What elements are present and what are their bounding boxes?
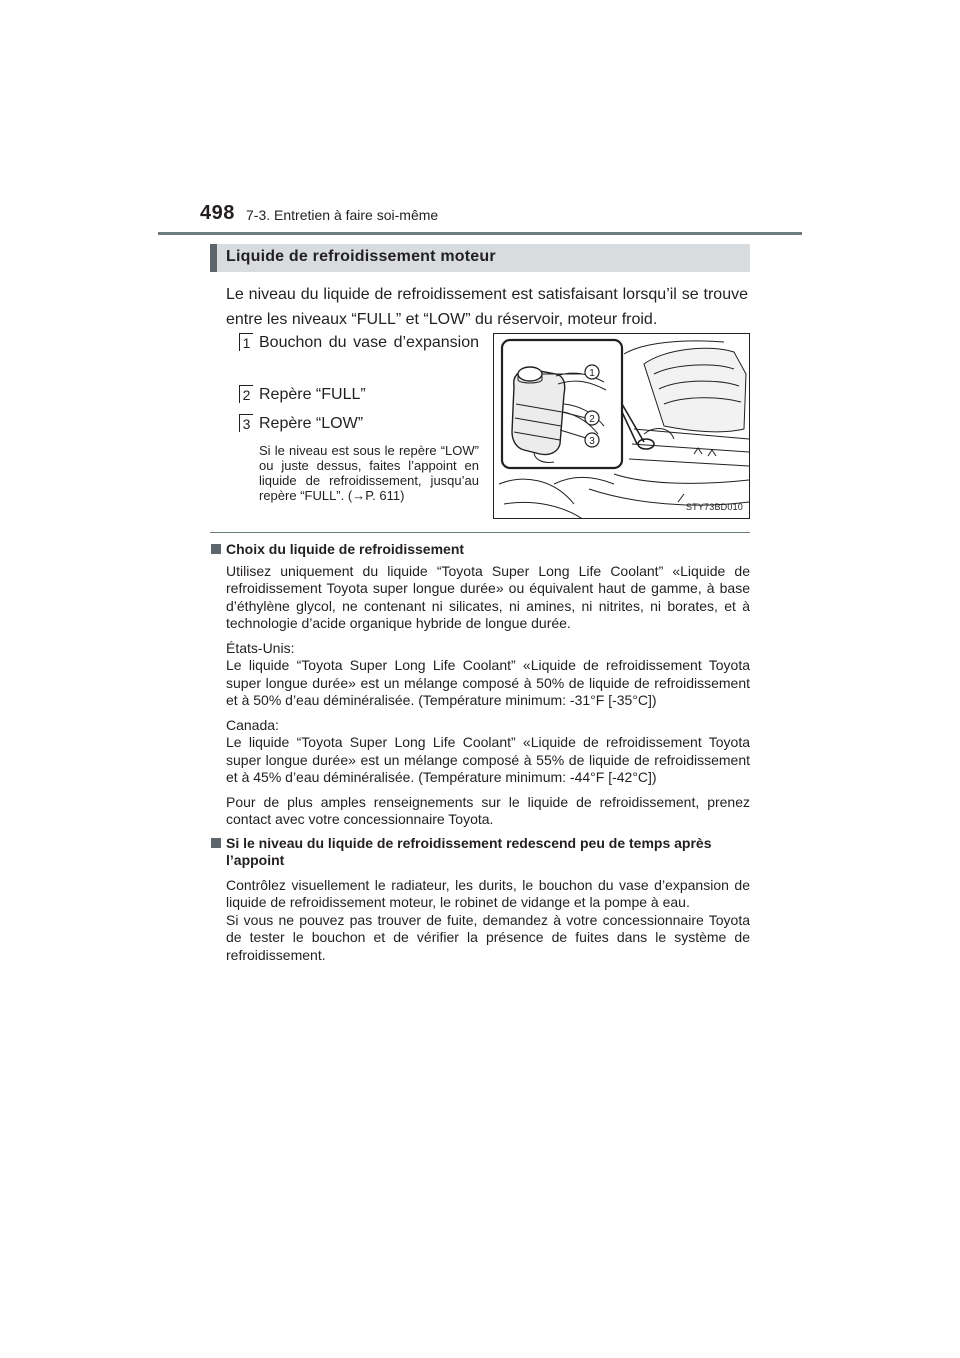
section-title: Liquide de refroidissement moteur (226, 248, 496, 265)
note-heading-text: Choix du liquide de refroidissement (226, 541, 465, 557)
square-bullet-icon (211, 838, 221, 848)
note-paragraph: Canada: Le liquide “Toyota Super Long Life Coolant” «Liquide de refroidissement Toyota super longue durée» est un mélange composé à 55% de liquide de refroidissement et à 45% d’eau déminéralisée. (Température minimum: -44°F [-42°C]) (226, 716, 750, 785)
note-heading-level-drop (210, 835, 750, 870)
note-paragraph: Utilisez uniquement du liquide “Toyota Super Long Life Coolant” «Liquide de refroidissement Toyota super longue durée» ou équivalent haut de gamme, à base d’éthylène glycol, ne contenant ni silicates, ni amines, ni nitrites, ni borates, et à technologie d’acide organique hybride de longue durée. (226, 562, 750, 631)
callout-note: Si le niveau est sous le repère “LOW” ou juste dessus, faites l’appoint en liquide de refroidissement, jusqu’au repère “FULL”. (→P. 611) (259, 443, 479, 503)
callout-label: Repère “LOW” (259, 415, 364, 432)
section-header: 7-3. Entretien à faire soi-même (246, 207, 439, 223)
callout-number: 1 (239, 333, 253, 351)
callout-label: Bouchon du vase d’expansion (259, 334, 479, 351)
notes-section (210, 541, 750, 964)
callout-label: Repère “FULL” (259, 386, 366, 403)
figure-marker-1: 1 (589, 368, 595, 379)
callout-number: 2 (239, 385, 253, 403)
figure-marker-3: 3 (589, 436, 595, 447)
callout-item-3 (239, 411, 479, 436)
section-divider (210, 532, 750, 533)
note-heading-coolant-choice (210, 541, 750, 559)
engine-bay-illustration (493, 333, 750, 519)
callout-item-1 (239, 330, 479, 382)
note-heading-text: Si le niveau du liquide de refroidissement redescend peu de temps après l’appoint (226, 834, 712, 868)
page-number: 498 (200, 202, 235, 224)
note-paragraph: Contrôlez visuellement le radiateur, les durits, le bouchon du vase d’expansion de liquide de refroidissement moteur, le robinet de vidange et la pompe à eau. Si vous ne pouvez pas trouver de fuite, demandez à votre concessionnaire Toyota de tester le bouchon et de vérifier la présence de fuites dans le système de refroidissement. (226, 876, 750, 963)
section-title-bar (210, 244, 750, 272)
callout-number: 3 (239, 414, 253, 432)
figure-marker-2: 2 (589, 414, 595, 425)
note-paragraph: États-Unis: Le liquide “Toyota Super Long Life Coolant” «Liquide de refroidissement Toyota super longue durée» est un mélange composé à 50% de liquide de refroidissement et à 50% d’eau déminéralisée. (Température minimum: -31°F [-35°C]) (226, 639, 750, 708)
header-divider (158, 232, 802, 235)
square-bullet-icon (211, 544, 221, 554)
callout-list (239, 330, 479, 503)
intro-paragraph: Le niveau du liquide de refroidissement est satisfaisant lorsqu’il se trouve entre les niveaux “FULL” et “LOW” du réservoir, moteur froid. (226, 286, 748, 328)
figure-code: STY73BD010 (685, 502, 743, 512)
callout-item-2 (239, 382, 479, 407)
engine-bay-drawing (494, 334, 750, 519)
note-paragraph: Pour de plus amples renseignements sur le liquide de refroidissement, prenez contact avec votre concessionnaire Toyota. (226, 793, 750, 827)
